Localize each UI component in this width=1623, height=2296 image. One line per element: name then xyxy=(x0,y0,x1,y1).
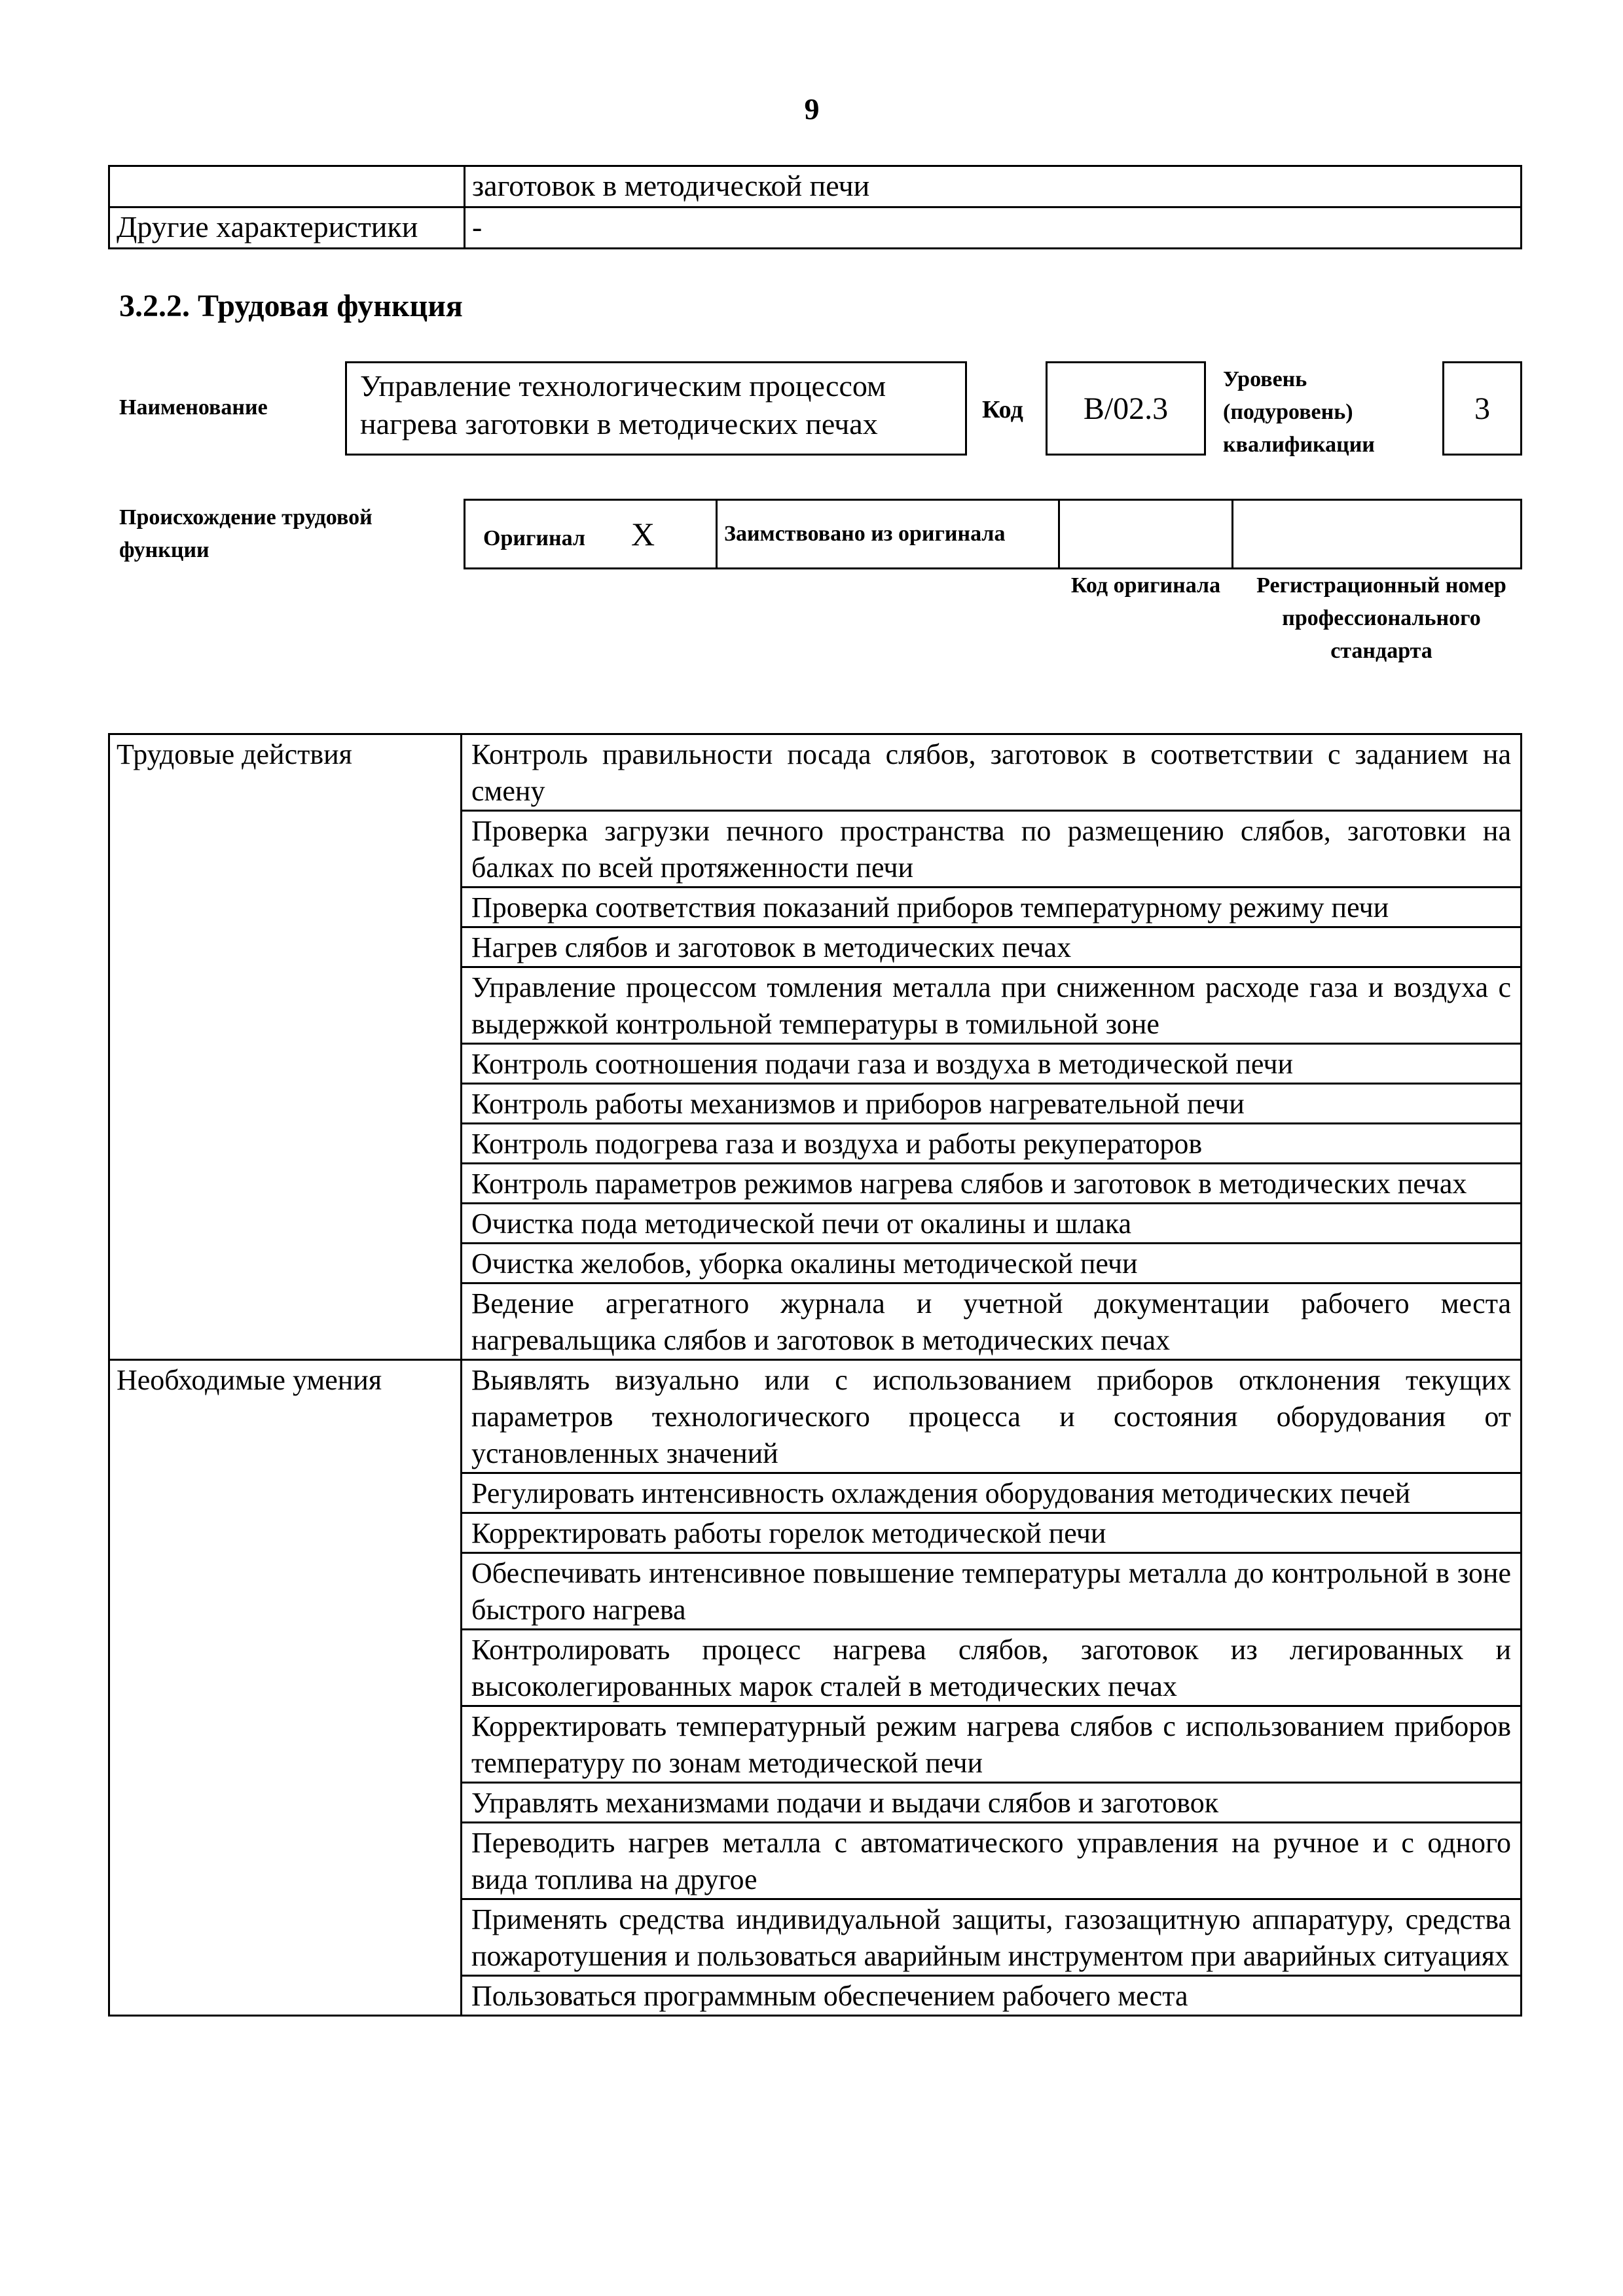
other-characteristics-value: - xyxy=(465,207,1522,249)
level-label-line: квалификации xyxy=(1223,433,1375,457)
table-row xyxy=(109,166,1522,207)
origin-original-cell xyxy=(465,500,717,569)
skill-item: Контролировать процесс нагрева слябов, заготовок из легированных и высоколегированных марок сталей в методических печах xyxy=(462,1630,1522,1706)
skill-item: Управлять механизмами подачи и выдачи слябов и заготовок xyxy=(462,1783,1522,1823)
skill-item: Обеспечивать интенсивное повышение температуры металла до контрольной в зоне быстрого нагрева xyxy=(462,1553,1522,1630)
skill-item: Пользоваться программным обеспечением рабочего места xyxy=(462,1976,1522,2016)
labor-action-item: Проверка загрузки печного пространства по размещению слябов, заготовки на балках по всей протяженности печи xyxy=(462,811,1522,888)
registration-number-cell xyxy=(1233,500,1522,569)
table-cell xyxy=(109,166,465,207)
code-label: Код xyxy=(982,396,1023,423)
labor-action-item: Контроль подогрева газа и воздуха и работы рекуператоров xyxy=(462,1124,1522,1164)
qualification-level-box: 3 xyxy=(1442,361,1522,456)
table-row xyxy=(109,207,1522,249)
labor-function-table xyxy=(108,733,1522,2017)
other-characteristics-label: Другие характеристики xyxy=(109,207,465,249)
skill-item: Регулировать интенсивность охлаждения оборудования методических печей xyxy=(462,1473,1522,1513)
labor-actions-label: Трудовые действия xyxy=(109,734,462,1360)
level-label-line: Уровень xyxy=(1223,367,1307,391)
labor-action-item: Проверка соответствия показаний приборов температурному режиму печи xyxy=(462,888,1522,927)
labor-action-item: Очистка желобов, уборка окалины методической печи xyxy=(462,1244,1522,1283)
labor-action-item: Управление процессом томления металла при сниженном расходе газа и воздуха с выдержкой контрольной температуры в томильной зоне xyxy=(462,967,1522,1044)
table-row xyxy=(109,734,1522,811)
labor-action-item: Ведение агрегатного журнала и учетной документации рабочего места нагревальщика слябов и заготовок в методических печах xyxy=(462,1283,1522,1360)
top-characteristics-table xyxy=(108,165,1522,249)
labor-action-item: Контроль работы механизмов и приборов нагревательной печи xyxy=(462,1084,1522,1124)
section-heading: 3.2.2. Трудовая функция xyxy=(119,289,463,323)
table-cell: заготовок в методической печи xyxy=(465,166,1522,207)
borrowed-label: Заимствовано из оригинала xyxy=(717,500,1059,569)
skill-item: Корректировать температурный режим нагрева слябов с использованием приборов температуру по зонам методической печи xyxy=(462,1706,1522,1783)
original-mark: X xyxy=(630,516,655,552)
labor-action-item: Контроль соотношения подачи газа и воздуха в методической печи xyxy=(462,1044,1522,1084)
skill-item: Переводить нагрев металла с автоматического управления на ручное и с одного вида топлива на другое xyxy=(462,1823,1522,1899)
function-name-box: Управление технологическим процессом нагрева заготовки в методических печах xyxy=(345,361,967,456)
original-label: Оригинал xyxy=(483,526,585,550)
labor-action-item: Контроль параметров режимов нагрева слябов и заготовок в методических печах xyxy=(462,1164,1522,1204)
registration-number-caption: Регистрационный номер профессионального стандарта xyxy=(1256,573,1506,663)
origin-table xyxy=(464,499,1522,569)
original-code-caption: Код оригинала xyxy=(1070,573,1221,598)
labor-action-item: Контроль правильности посада слябов, заготовок в соответствии с заданием на смену xyxy=(462,734,1522,811)
qualification-level-label xyxy=(1223,363,1375,461)
table-row xyxy=(465,500,1522,569)
labor-action-item: Очистка пода методической печи от окалины и шлака xyxy=(462,1204,1522,1244)
table-row xyxy=(109,1360,1522,1473)
skills-label: Необходимые умения xyxy=(109,1360,462,2016)
level-label-line: (подуровень) xyxy=(1223,400,1353,424)
function-code-box: В/02.3 xyxy=(1046,361,1206,456)
skill-item: Корректировать работы горелок методической печи xyxy=(462,1513,1522,1553)
labor-action-item: Нагрев слябов и заготовок в методических печах xyxy=(462,927,1522,967)
name-label: Наименование xyxy=(119,395,268,420)
skill-item: Выявлять визуально или с использованием приборов отклонения текущих параметров технологического процесса и состояния оборудования от установленных значений xyxy=(462,1360,1522,1473)
page-number: 9 xyxy=(804,92,820,126)
origin-label: Происхождение трудовой функции xyxy=(119,505,373,562)
original-code-cell xyxy=(1059,500,1233,569)
skill-item: Применять средства индивидуальной защиты, газозащитную аппаратуру, средства пожаротушения и пользоваться аварийным инструментом при аварийных ситуациях xyxy=(462,1899,1522,1976)
